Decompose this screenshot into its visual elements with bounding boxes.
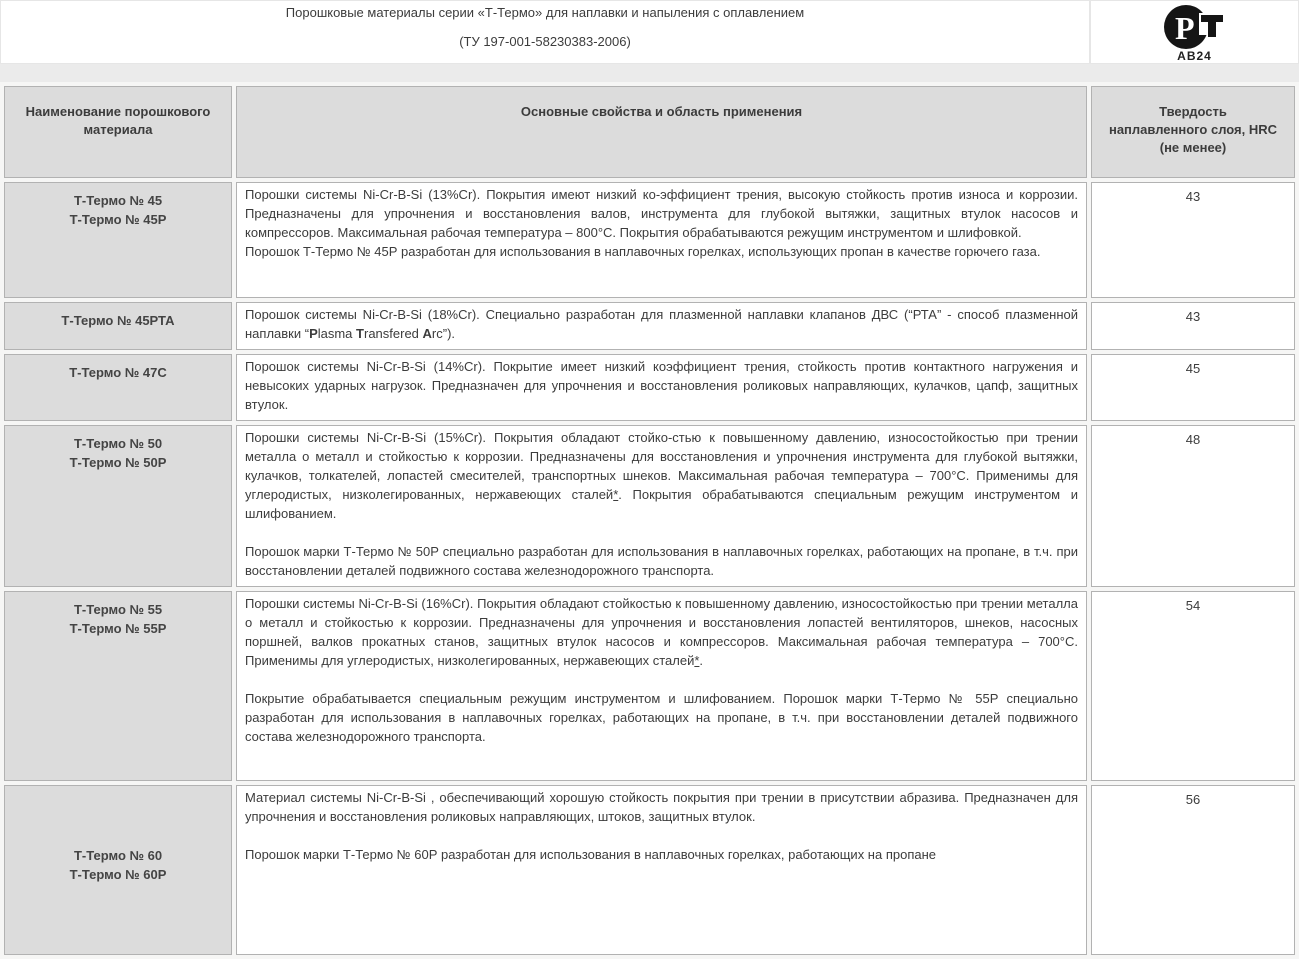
material-name-cell: Т-Термо № 50 Т-Термо № 50Р (4, 425, 232, 587)
table-row (4, 182, 1295, 298)
hardness-cell: 56 (1091, 785, 1295, 955)
column-header-2: Основные свойства и область применения (236, 86, 1087, 178)
description-cell (236, 182, 1087, 298)
hardness-cell: 48 (1091, 425, 1295, 587)
description-cell (236, 425, 1087, 587)
table-row (4, 425, 1295, 587)
text-run: Порошки системы Ni-Cr-B-Si (15%Cr). Покрытия обладают стойко-стью к повышенному давлению, износостойкостью при трении металла о металл и стойкостью к коррозии. Предназначены для восстановления и упрочнения инструмента для глубокой вытяжки, кулачков, толкателей, лопастей смесителей, транспортных шнеков. Максимальная рабочая температура – 700°С. Применимы для углеродистых, низколегированных, нержавеющих сталей (245, 430, 1078, 502)
page-header (0, 0, 1299, 64)
text-run: Покрытие обрабатывается специальным режущим инструментом и шлифованием. Порошок марки Т-Термо № 55Р специально разработан для использования в наплавочных горелках, работающих на пропане, в т.ч. при восстановлении деталей подвижного состава железнодорожного транспорта. (245, 691, 1078, 744)
description-paragraph (245, 305, 1078, 343)
hardness-cell: 45 (1091, 354, 1295, 421)
text-run: A (422, 326, 432, 341)
text-run: Порошки системы Ni-Cr-B-Si (16%Cr). Покрытия обладают стойкостью к повышенному давлению, износостойкостью при трении металла о металл и стойкостью к коррозии. Предназначены для упрочнения и восстановления лопастей вентиляторов, шнеков, насосных поршней, валков прокатных станов, защитных втулок насосов и компрессоров. Максимальная рабочая температура – 700°С. Применимы для углеродистых, низколегированных, нержавеющих сталей (245, 596, 1078, 668)
hardness-cell: 43 (1091, 182, 1295, 298)
table-row (4, 354, 1295, 421)
page-subtitle: (ТУ 197-001-58230383-2006) (459, 34, 631, 49)
text-run: rc”). (431, 326, 456, 341)
description-cell (236, 354, 1087, 421)
column-header-1: Наименование порошкового материала (4, 86, 232, 178)
hardness-cell: 54 (1091, 591, 1295, 781)
text-run: P (309, 326, 318, 341)
steel-note-link[interactable]: * (694, 653, 700, 668)
page-title-block (0, 0, 1090, 64)
hardness-cell: 43 (1091, 302, 1295, 350)
page-title: Порошковые материалы серии «Т-Термо» для наплавки и напыления с оплавлением (285, 5, 805, 20)
material-name-cell: Т-Термо № 47С (4, 354, 232, 421)
text-run: Порошок марки Т-Термо № 50Р специально разработан для использования в наплавочных горелках, работающих на пропане, в т.ч. при восстановлении деталей подвижного состава железнодорожного транспорта. (245, 544, 1078, 578)
svg-text:Р: Р (1174, 10, 1195, 46)
material-name-cell: Т-Термо № 60 Т-Термо № 60Р (4, 785, 232, 955)
text-run: Порошок марки Т-Термо № 60Р разработан для использования в наплавочных горелках, работающих на пропане (245, 847, 937, 862)
description-paragraph (245, 788, 1078, 826)
text-run: Материал системы Ni-Cr-B-Si , обеспечивающий хорошую стойкость покрытия при трении в присутствии абразива. Предназначен для упрочнения и восстановления роликовых направляющих, штоков, защитных втулок. (245, 790, 1078, 824)
gost-r-certification-icon (1163, 3, 1227, 51)
text-run: Порошок системы Ni-Cr-B-Si (14%Cr). Покрытие имеет низкий коэффициент трения, стойкость против контактного нагружения и невысоких ударных нагрузок. Предназначен для упрочнения и восстановления роликовых направляющих, кулачков, цапф, защитных втулок. (245, 359, 1078, 412)
description-paragraph (245, 689, 1078, 746)
text-run: Порошок Т-Термо № 45Р разработан для использования в наплавочных горелках, использующих пропан в качестве горючего газа. (245, 244, 1041, 259)
table-row (4, 591, 1295, 781)
description-paragraph (245, 845, 1078, 864)
certificate-code: АВ24 (1177, 49, 1212, 63)
table-row (4, 785, 1295, 955)
text-run: lasma (317, 326, 357, 341)
description-paragraph (245, 185, 1078, 242)
text-run: T (356, 326, 364, 341)
column-header-3: Твердость наплавленного слоя, HRC (не менее) (1091, 86, 1295, 178)
text-run: . (699, 653, 704, 668)
material-name-cell: Т-Термо № 45РТА (4, 302, 232, 350)
steel-note-link[interactable]: * (613, 487, 619, 502)
description-paragraph (245, 357, 1078, 414)
description-cell (236, 302, 1087, 350)
text-run: Порошок системы Ni-Cr-B-Si (18%Cr). Специально разработан для плазменной наплавки клапанов ДВС (“РТА” - способ плазменной наплавки “ (245, 307, 1078, 341)
divider (0, 64, 1299, 82)
text-run: Порошки системы Ni-Cr-B-Si (13%Cr). Покрытия имеют низкий ко-эффициент трения, высокую стойкость против износа и коррозии. Предназначены для упрочнения и восстановления валов, инструмента для глубокой вытяжки, защитных втулок насосов и компрессоров. Максимальная рабочая температура – 800°С. Покрытия обрабатываются режущим инструментом и шлифовкой. (245, 187, 1078, 240)
certification-block (1090, 0, 1299, 64)
table-header-row (4, 86, 1295, 178)
material-name-cell: Т-Термо № 45 Т-Термо № 45Р (4, 182, 232, 298)
description-paragraph (245, 428, 1078, 523)
table-row (4, 302, 1295, 350)
text-run: ransfered (363, 326, 423, 341)
material-name-cell: Т-Термо № 55 Т-Термо № 55Р (4, 591, 232, 781)
text-run: . Покрытия обрабатываются специальным режущим инструментом и шлифованием. (245, 487, 1078, 521)
description-cell (236, 591, 1087, 781)
description-cell (236, 785, 1087, 955)
description-paragraph (245, 542, 1078, 580)
description-paragraph (245, 594, 1078, 670)
description-paragraph (245, 242, 1078, 261)
materials-table (0, 82, 1299, 959)
